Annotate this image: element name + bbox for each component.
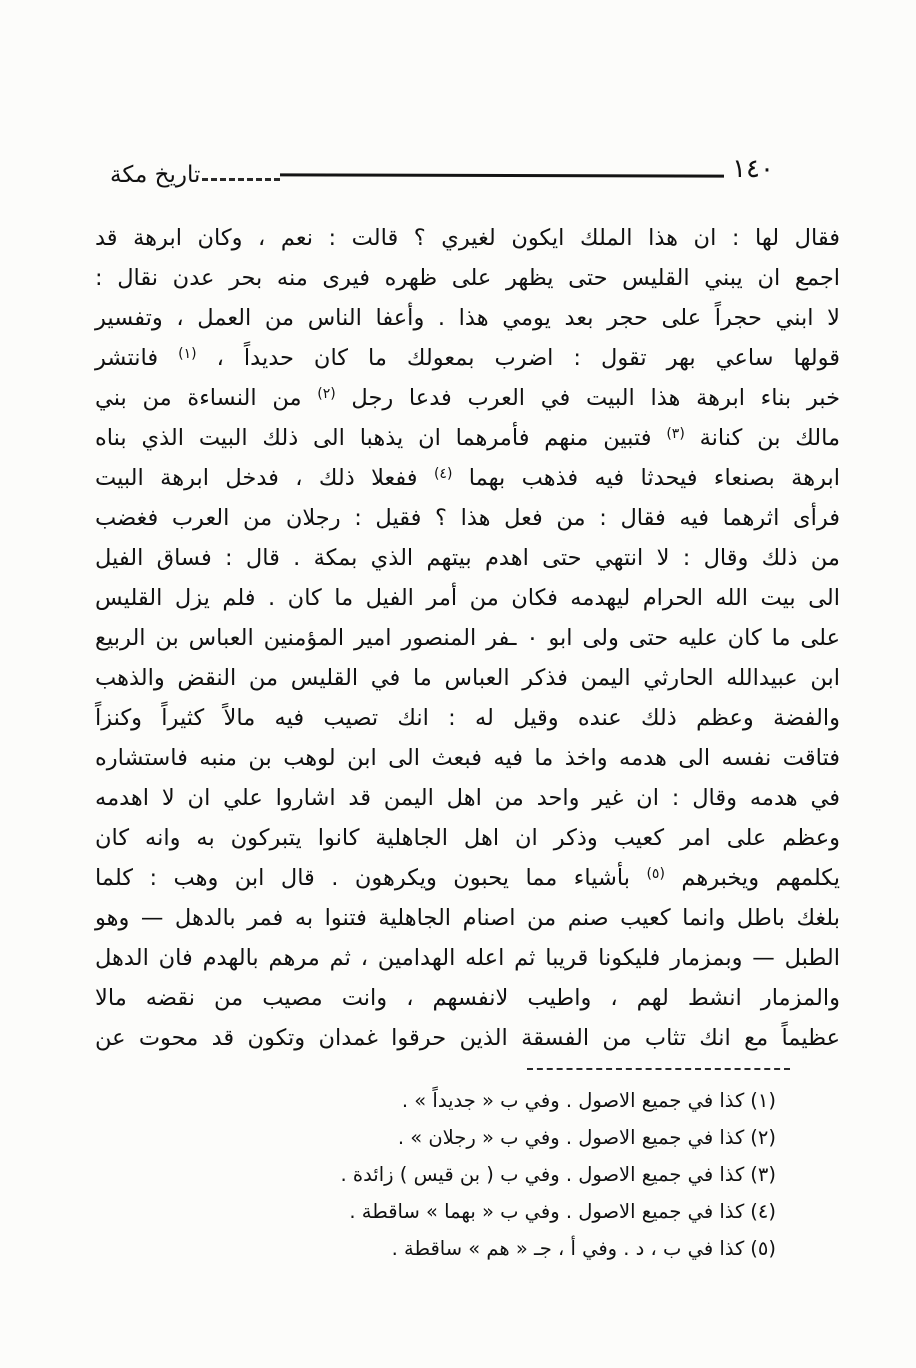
footnote-item bbox=[120, 1082, 776, 1119]
footnote-separator bbox=[527, 1068, 790, 1070]
text-line: الطبل — وبمزمار فليكونا قريبا ثم اعله الهدامين ، ثم مرهم بالهدم فان الدهل bbox=[95, 945, 840, 971]
footnote-marker: (٢) bbox=[750, 1126, 776, 1149]
footnote-item bbox=[120, 1230, 776, 1267]
text-line: من ذلك وقال : لا انتهي حتى اهدم بيتهم الذي بمكة . قال : فساق الفيل bbox=[95, 545, 840, 571]
footnote-marker: (١) bbox=[750, 1089, 776, 1112]
text-line: قولها ساعي بهر تقول : اضرب بمعولك ما كان حديداً ، $^{(١)}$ فانتشر bbox=[95, 345, 840, 371]
page-number: ١٤٠ bbox=[732, 154, 774, 184]
text-line: خبر بناء ابرهة هذا البيت في العرب فدعا رجل $^{(٢)}$ من النساءة من بني bbox=[95, 385, 840, 411]
footnote-ref: (١) bbox=[178, 346, 197, 362]
footnote-text: كذا في جميع الاصول . وفي ب « رجلان » . bbox=[397, 1126, 745, 1149]
text-line: اجمع ان يبني القليس حتى يظهر على ظهره فيرى منه بحر عدن نقال : bbox=[95, 265, 840, 291]
text-line: على ما كان عليه حتى ولى ابو ٠ ـفر المنصور امير المؤمنين العباس بن الربيع bbox=[95, 625, 841, 651]
footnote-item bbox=[120, 1156, 776, 1193]
text-line: بلغك باطل وانما كعيب صنم من اصنام الجاهلية فتنوا به فمر بالدهل — وهو bbox=[95, 905, 840, 931]
footnote-text: كذا في جميع الاصول . وفي ب « جديداً » . bbox=[401, 1089, 745, 1112]
footnote-text: كذا في جميع الاصول . وفي ب « بهما » ساقطة . bbox=[349, 1200, 745, 1223]
footnote-ref: (٢) bbox=[317, 386, 336, 402]
header-rule bbox=[280, 173, 724, 177]
footnote-ref: (٣) bbox=[666, 426, 685, 442]
text-line: يكلمهم ويخبرهم $^{(٥)}$ بأشياء مما يحبون ويكرهون . قال ابن وهب : كلما bbox=[95, 865, 840, 891]
footnotes-list bbox=[120, 1082, 776, 1267]
text-line: مالك بن كنانة $^{(٣)}$ فتبين منهم فأمرهما ان يذهبا الى ذلك البيت الذي بناه bbox=[95, 425, 840, 451]
text-line: ابرهة بصنعاء فيحدثا فيه فذهب بهما $^{(٤)}$ ففعلا ذلك ، فدخل ابرهة البيت bbox=[95, 465, 840, 491]
text-line: والفضة وعظم ذلك عنده وقيل له : انك تصيب فيه مالاً كثيراً وكنزاً bbox=[95, 705, 840, 731]
text-line: فتاقت نفسه الى هدمه واخذ ما فيه فبعث الى ابن لوهب بن منبه فاستشاره bbox=[95, 745, 840, 771]
footnote-text: كذا في جميع الاصول . وفي ب ( بن قيس ) زائدة . bbox=[340, 1163, 745, 1186]
text-line: لا ابني حجراً على حجر بعد يومي هذا . وأعفا الناس من العمل ، وتفسير bbox=[95, 305, 840, 331]
footnote-ref: (٤) bbox=[433, 466, 453, 482]
page-header bbox=[0, 152, 916, 194]
footnote-item bbox=[120, 1193, 776, 1230]
book-title: تاريخ مكة bbox=[110, 161, 201, 188]
text-line: الى بيت الله الحرام ليهدمه فكان من أمر الفيل ما كان . فلم يزل القليس bbox=[95, 585, 840, 611]
text-line: فقال لها : ان هذا الملك ايكون لغيري ؟ قالت : نعم ، وكان ابرهة قد bbox=[95, 225, 840, 251]
footnote-marker: (٥) bbox=[750, 1237, 776, 1260]
footnote-item bbox=[120, 1119, 776, 1156]
body-text bbox=[95, 218, 840, 1058]
footnote-ref: (٥) bbox=[646, 866, 665, 882]
text-line: في هدمه وقال : ان غير واحد من اهل اليمن قد اشاروا علي ان لا اهدمه bbox=[95, 785, 840, 811]
footnote-text: كذا في ب ، د . وفي أ ، جـ « هم » ساقطة . bbox=[391, 1237, 745, 1260]
footnote-marker: (٣) bbox=[750, 1163, 776, 1186]
text-line: فرأى اثرهما فيه فقال : من فعل هذا ؟ فقيل : رجلان من العرب فغضب bbox=[95, 505, 840, 531]
text-line: ابن عبيدالله الحارثي اليمن فذكر العباس ما في القليس من النقض والذهب bbox=[95, 665, 840, 691]
text-line: عظيماً مع انك تثاب من الفسقة الذين حرقوا غمدان وتكون قد محوت عن bbox=[95, 1025, 840, 1051]
text-line: وعظم على امر كعيب وذكر ان اهل الجاهلية كانوا يتبركون به وانه كان bbox=[95, 825, 840, 851]
footnote-marker: (٤) bbox=[750, 1200, 776, 1223]
header-rule-dashed bbox=[202, 178, 280, 181]
text-line: والمزمار انشط لهم ، واطيب لانفسهم ، وانت مصيب من نقضه مالا bbox=[95, 985, 840, 1011]
